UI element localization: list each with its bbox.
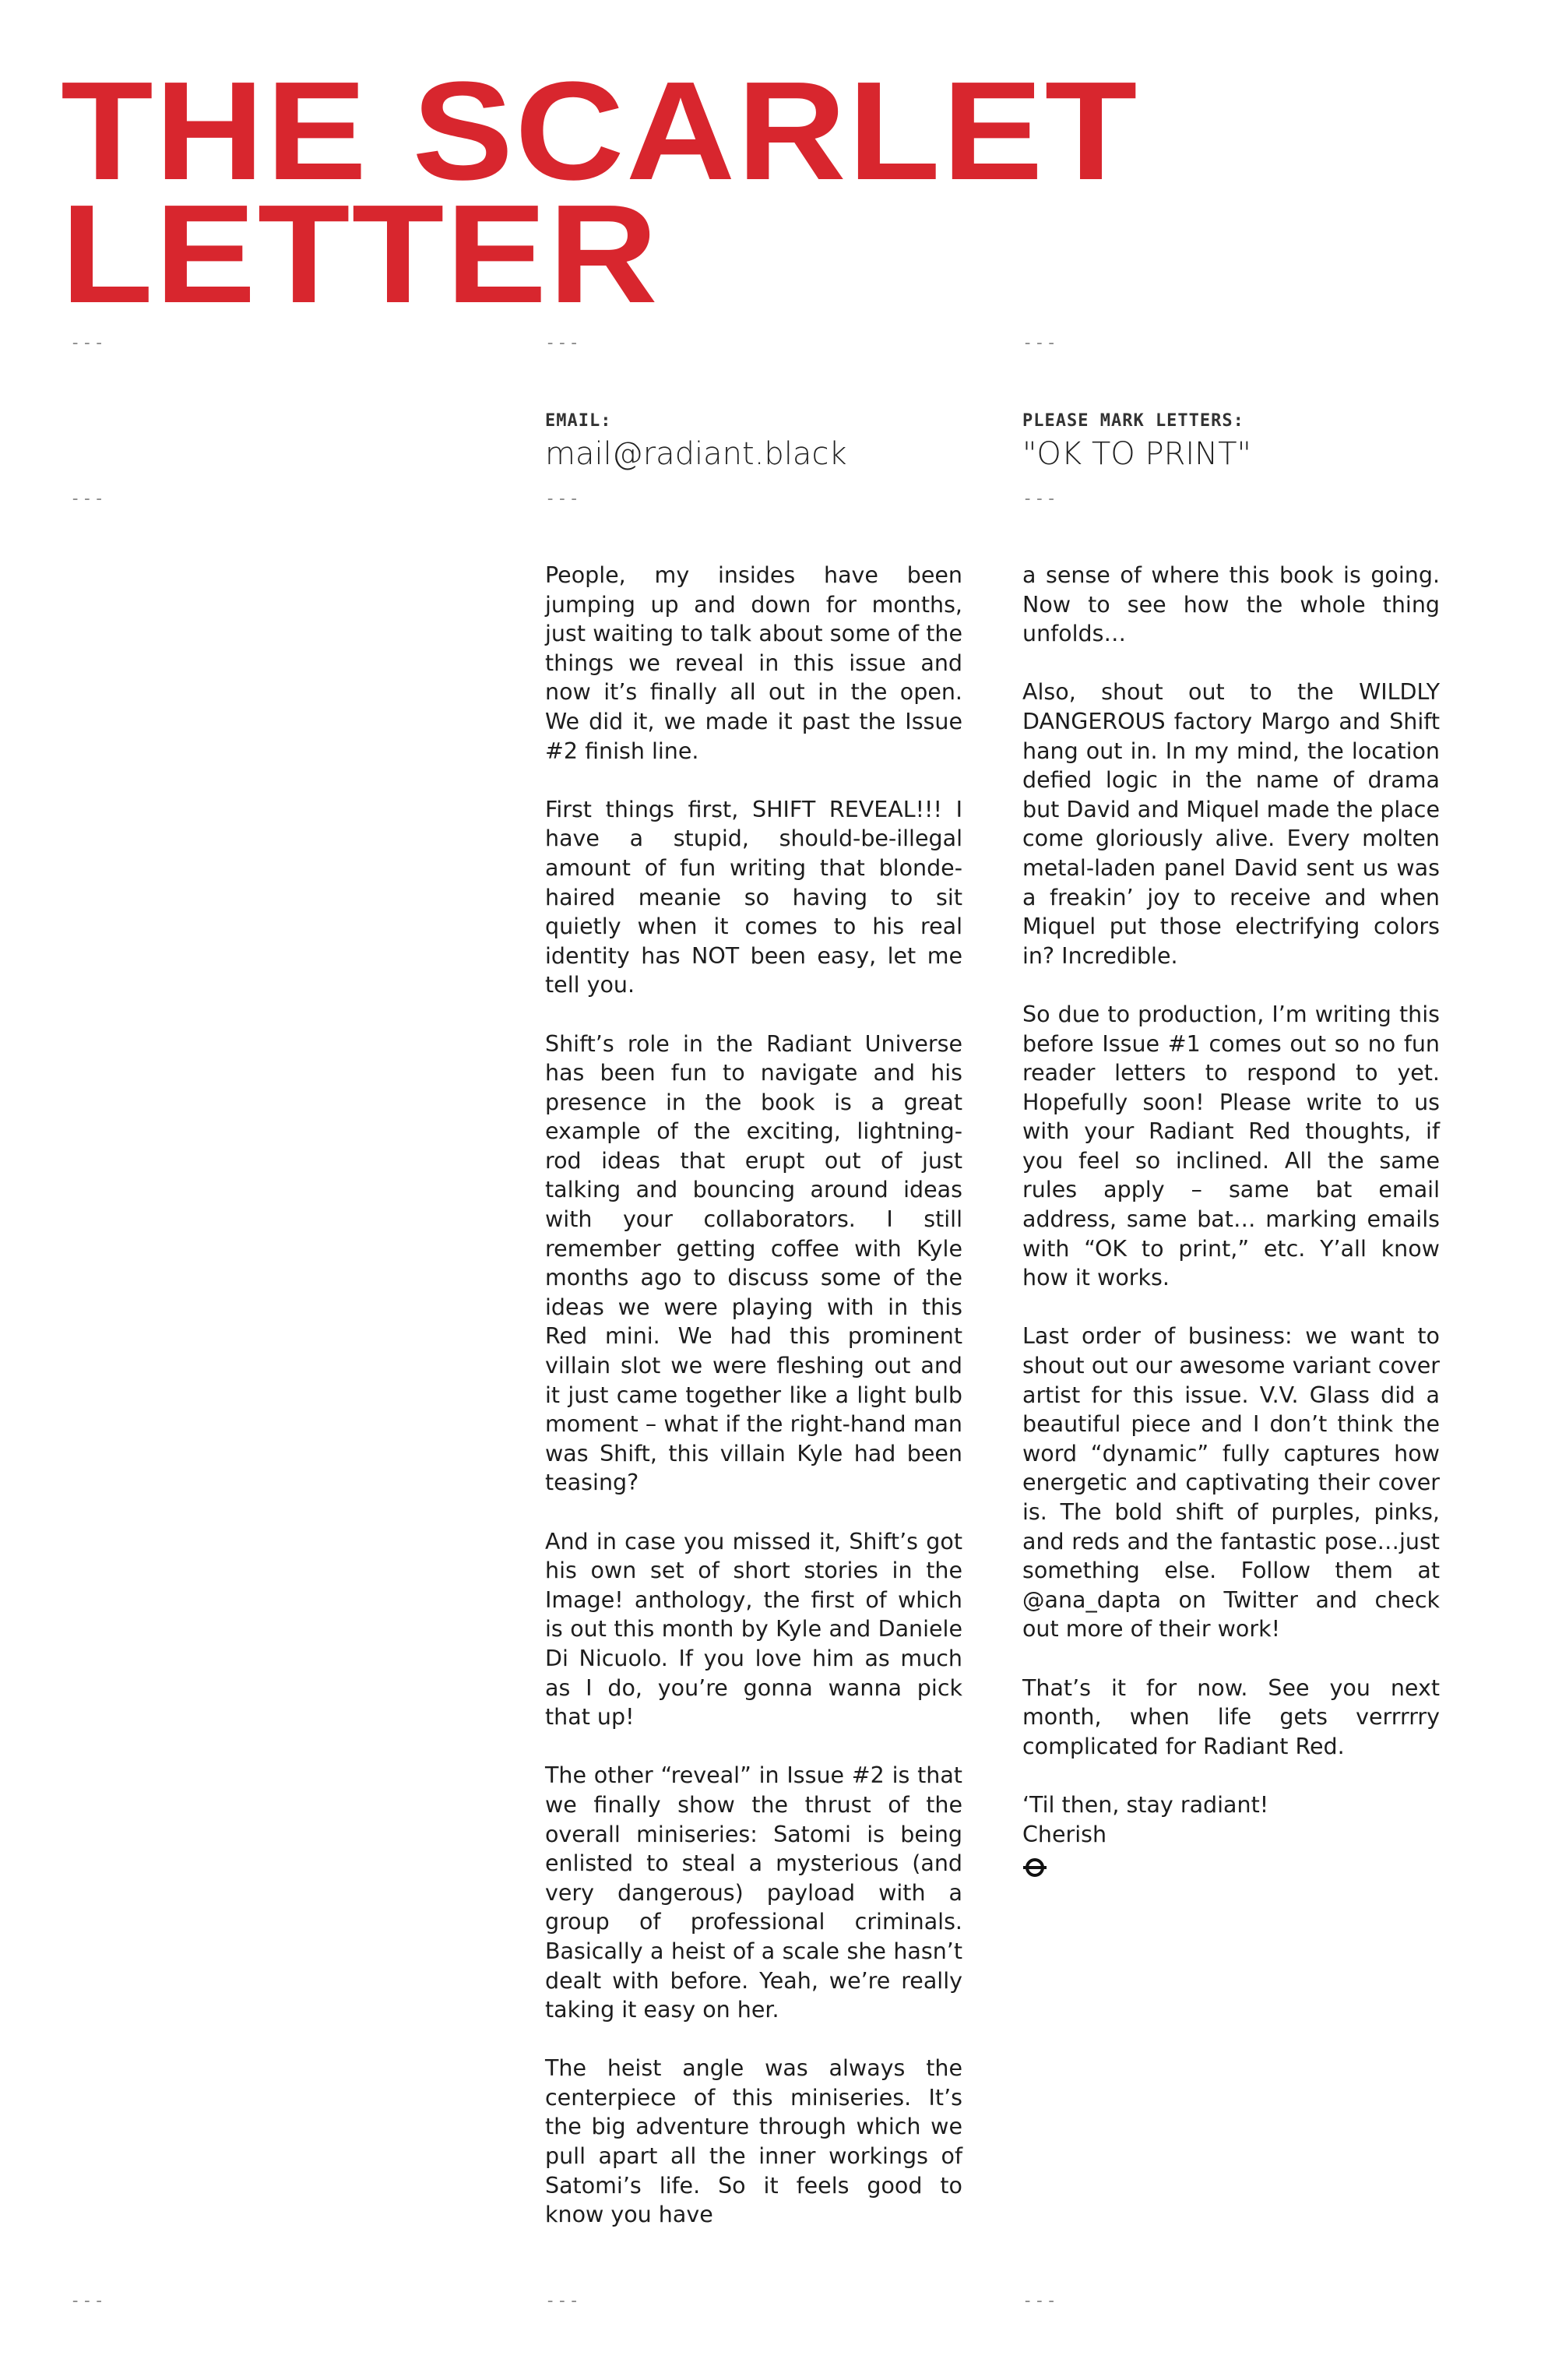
paragraph: That’s it for now. See you next month, when life gets verrrrry complicated for Radiant Red. [1022, 1674, 1440, 1759]
divider-marker: --- [70, 333, 106, 353]
divider-marker: --- [545, 2291, 581, 2311]
paragraph: First things first, SHIFT REVEAL!!! I have a stupid, should-be-illegal amount of fun writing that blonde-haired meanie so having to sit quietly when it comes to his real identity has NOT been easy, let me tell you. [545, 796, 962, 998]
paragraph: Also, shout out to the WILDLY DANGEROUS factory Margo and Shift hang out in. In my mind, the location defied logic in the name of drama but David and Miquel made the place come gloriously alive. Every molten metal-laden panel David sent us was a freakin’ joy to receive and when Miquel put those electrifying colors in? Incredible. [1022, 679, 1441, 969]
radiant-logo-icon [1022, 1855, 1047, 1880]
letter-column-right [1022, 561, 1440, 1880]
paragraph: The other “reveal” in Issue #2 is that we finally show the thrust of the overall miniseries: Satomi is being enlisted to steal a mysterious (and very dangerous) payload with a group of professional criminals. Basically a heist of a scale she hasn’t dealt with before. Yeah, we’re really taking it easy on her. [545, 1762, 962, 2023]
page-title [61, 53, 1139, 333]
paragraph: Last order of business: we want to shout out our awesome variant cover artist for this issue. V.V. Glass did a beautiful piece and I don’t think the word “dynamic” fully captures how energetic and captivating their cover is. The bold shift of purples, pinks, and reds and the fantastic pose…just something else. Follow them at @ana_dapta on Twitter and check out more of their work! [1022, 1323, 1440, 1642]
divider-marker: --- [70, 489, 106, 509]
title-line-1: THE SCARLET [61, 53, 1139, 209]
signoff [1022, 1790, 1440, 1849]
paragraph: The heist angle was always the centerpiece of this miniseries. It’s the big adventure through which we pull apart all the inner workings of Satomi’s life. So it feels good to know you have [545, 2055, 962, 2228]
divider-marker: --- [545, 333, 581, 353]
signoff-name: Cherish [1022, 1821, 1107, 1847]
mark-letters-value: "OK TO PRINT" [1022, 436, 1251, 472]
divider-marker: --- [1022, 2291, 1058, 2311]
divider-marker: --- [545, 489, 581, 509]
paragraph: People, my insides have been jumping up and down for months, just waiting to talk about some of the things we reveal in this issue and now it’s finally all out in the open. We did it, we made it past the Issue #2 finish line. [545, 562, 962, 764]
divider-marker: --- [70, 2291, 106, 2311]
divider-marker: --- [1022, 333, 1058, 353]
mark-letters-label: PLEASE MARK LETTERS: [1022, 411, 1244, 431]
paragraph: a sense of where this book is going. Now to see how the whole thing unfolds… [1022, 562, 1440, 647]
letter-column-left [545, 561, 962, 2259]
email-label: EMAIL: [545, 411, 612, 431]
paragraph: Shift’s role in the Radiant Universe has been fun to navigate and his presence in the book is a great example of the exciting, lightning-rod ideas that erupt out of just talking and bouncing around ideas with your collaborators. I still remember getting coffee with Kyle months ago to discuss some of the ideas we were playing with in this Red mini. We had this prominent villain slot we were fleshing out and it just came together like a light bulb moment – what if the right-hand man was Shift, this villain Kyle had been teasing? [545, 1030, 962, 1496]
paragraph: And in case you missed it, Shift’s got his own set of short stories in the Image! anthology, the first of which is out this month by Kyle and Daniele Di Nicuolo. If you love him as much as I do, you’re gonna wanna pick that up! [545, 1528, 962, 1730]
divider-marker: --- [1022, 489, 1058, 509]
signoff-line: ‘Til then, stay radiant! [1022, 1791, 1269, 1818]
title-line-2: LETTER [61, 176, 660, 333]
paragraph: So due to production, I’m writing this before Issue #1 comes out so no fun reader letters to respond to yet. Hopefully soon! Please write to us with your Radiant Red thoughts, if you feel so inclined. All the same rules apply – same bat email address, same bat… marking emails with “OK to print,” etc. Y’all know how it works. [1022, 1001, 1440, 1291]
email-address[interactable]: mail@radiant.black [545, 436, 847, 472]
